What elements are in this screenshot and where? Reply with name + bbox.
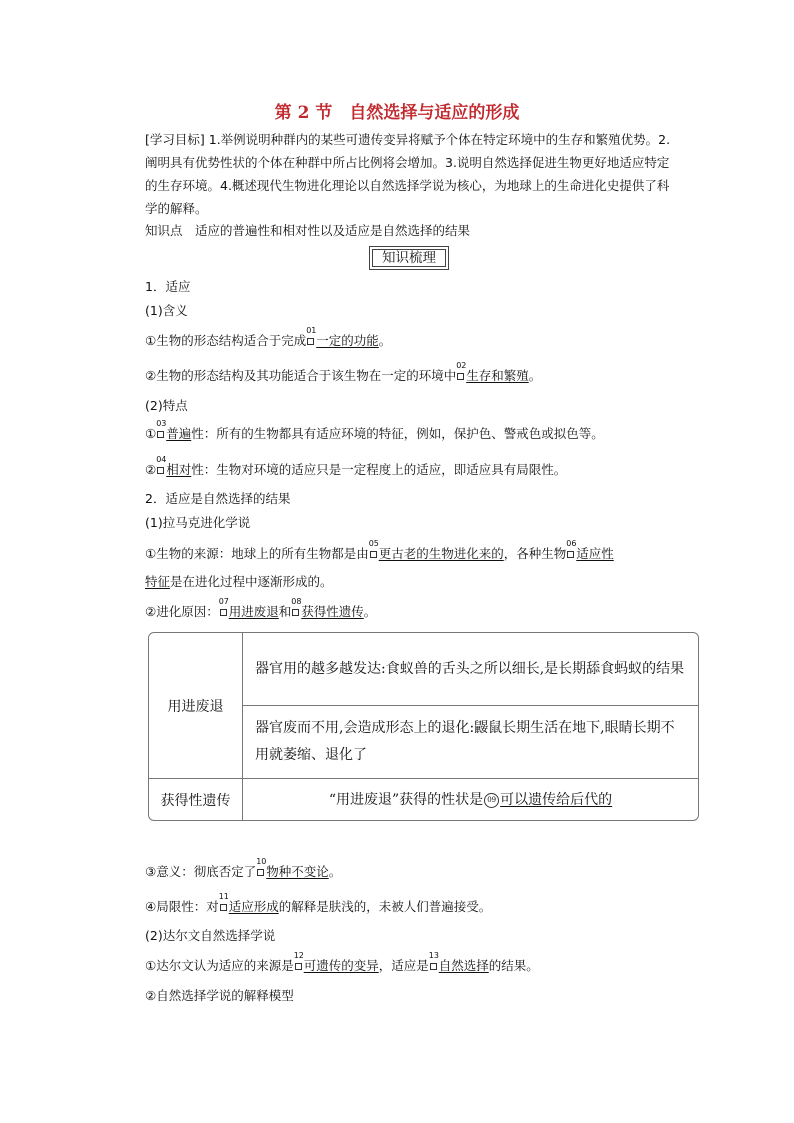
answer-text: 生存和繁殖: [466, 368, 529, 383]
answer-text: 可遗传的变异: [303, 958, 379, 973]
blank-box: [370, 551, 377, 558]
section-title: 第 2 节 自然选择与适应的形成: [274, 103, 520, 123]
subheading-darwin: (2)达尔文自然选择学说: [145, 928, 276, 943]
text-middle: ，各种生物: [503, 546, 567, 561]
blank-number-marker: [291, 597, 302, 617]
blank-number-marker: [218, 597, 229, 617]
line-meaning-2: [145, 361, 542, 384]
answer-text: 相对: [166, 462, 192, 477]
section-box-label: [369, 246, 449, 270]
answer-text: 更古老的生物进化来的: [378, 546, 504, 561]
blank-number: 04: [156, 455, 167, 464]
text-suffix: 性：所有的生物都具有适应环境的特征，例如，保护色、警戒色或拟色等。: [191, 426, 604, 441]
table-cell-use: 器官用的越多越发达:食蚁兽的舌头之所以细长,是长期舔食蚂蚁的结果: [255, 660, 685, 677]
line-lamarck-origin: [145, 539, 614, 562]
line-lamarck-cause: [145, 597, 377, 620]
lamarck-table: [148, 632, 699, 821]
line-darwin-source: [145, 951, 539, 974]
blank-number: 12: [293, 951, 304, 960]
answer-text: 适应性: [576, 546, 614, 561]
text-suffix: 性：生物对环境的适应只是一定程度上的适应，即适应具有局限性。: [191, 462, 567, 477]
blank-number: 02: [456, 361, 467, 370]
answer-text: 获得性遗传: [301, 604, 364, 619]
text-prefix: ①生物的形态结构适合于完成: [145, 333, 307, 348]
line-feature-2: [145, 455, 567, 478]
blank-number-marker: [256, 857, 267, 877]
blank-number-marker: [566, 539, 577, 559]
blank-number: 05: [368, 539, 379, 548]
text-middle: 和: [278, 604, 292, 619]
text-suffix: 。: [328, 864, 342, 879]
subheading-lamarck: (1)拉马克进化学说: [145, 515, 251, 530]
blank-box: [157, 467, 164, 474]
line-lamarck-origin-cont: [145, 574, 333, 590]
text-prefix: “用进废退”获得的性状是: [328, 791, 484, 808]
blank-number: 07: [218, 597, 229, 606]
answer-text: 普遍: [166, 426, 192, 441]
text-suffix: 的结果。: [488, 958, 539, 973]
text-suffix: 。: [378, 333, 392, 348]
blank-number: 01: [306, 326, 317, 335]
text-prefix: ①: [145, 426, 157, 441]
section-box-text: 知识梳理: [382, 250, 436, 266]
text-prefix: ④局限性：对: [145, 899, 219, 914]
line-feature-1: [145, 419, 604, 442]
answer-text: 用进废退: [228, 604, 279, 619]
table-cell-inheritance: [243, 779, 698, 821]
text-middle: ，适应是: [378, 958, 429, 973]
answer-text-continued: 特征: [145, 574, 171, 589]
text-suffix: 是在进化过程中逐渐形成的。: [170, 574, 333, 589]
text-prefix: ②生物的形态结构及其功能适合于该生物在一定的环境中: [145, 368, 457, 383]
blank-number-marker: [218, 892, 229, 912]
blank-box: [430, 963, 437, 970]
blank-number-circle: 09: [484, 793, 499, 808]
subheading-features: (2)特点: [145, 398, 188, 413]
blank-box: [220, 609, 227, 616]
blank-number-marker: [456, 361, 467, 381]
text-suffix: 。: [528, 368, 542, 383]
blank-number: 08: [291, 597, 302, 606]
line-meaning-1: [145, 326, 392, 349]
text-prefix: ③意义：彻底否定了: [145, 864, 257, 879]
line-limitation: [145, 892, 492, 915]
blank-number-marker: [428, 951, 439, 971]
subheading-meaning: (1)含义: [145, 303, 188, 318]
answer-text: 一定的功能: [316, 333, 379, 348]
blank-box: [220, 904, 227, 911]
blank-box: [157, 431, 164, 438]
answer-text: 适应形成: [228, 899, 279, 914]
heading-natural-selection: 2．适应是自然选择的结果: [145, 491, 291, 506]
objectives-label: [学习目标]: [145, 132, 205, 147]
text-suffix: 。: [363, 604, 377, 619]
blank-box: [567, 551, 574, 558]
line-significance: [145, 857, 342, 880]
blank-box: [295, 963, 302, 970]
table-cell-disuse: 器官废而不用,会造成形态上的退化:鼹鼠长期生活在地下,眼睛长期不用就萎缩、退化了: [255, 720, 675, 763]
table-row-label-inheritance: 获得性遗传: [149, 779, 243, 821]
blank-number: 10: [256, 857, 267, 866]
blank-number: 11: [218, 892, 229, 901]
blank-box: [457, 373, 464, 380]
line-darwin-model: ②自然选择学说的解释模型: [145, 988, 294, 1003]
blank-number: 03: [156, 419, 167, 428]
objectives-text: 1.举例说明种群内的某些可遗传变异将赋予个体在特定环境中的生存和繁殖优势。2.阐明具有优势性状的个体在种群中所占比例将会增加。3.说明自然选择促进生物更好地适应特定的生存环境。4.概述现代生物进化理论以自然选择学说为核心，为地球上的生命进化史提供了科学的解释。: [145, 132, 671, 216]
blank-box: [307, 338, 314, 345]
blank-number-marker: [368, 539, 379, 559]
blank-number: 13: [428, 951, 439, 960]
table-row-label-use-disuse: 用进废退: [149, 633, 243, 778]
answer-text: 可以遗传给后代的: [500, 791, 613, 808]
blank-number-marker: [306, 326, 317, 346]
blank-box: [257, 869, 264, 876]
blank-number: 06: [566, 539, 577, 548]
text-suffix: 的解释是肤浅的，未被人们普遍接受。: [278, 899, 492, 914]
blank-box: [292, 609, 299, 616]
heading-adaptation: 1．适应: [145, 279, 191, 294]
text-prefix: ①达尔文认为适应的来源是: [145, 958, 294, 973]
answer-text: 物种不变论: [266, 864, 329, 879]
blank-number-marker: [156, 419, 167, 439]
blank-number-marker: [156, 455, 167, 475]
text-prefix: ②: [145, 462, 157, 477]
text-prefix: ①生物的来源：地球上的所有生物都是由: [145, 546, 369, 561]
learning-objectives: [145, 128, 681, 220]
knowledge-point-heading: 知识点 适应的普遍性和相对性以及适应是自然选择的结果: [145, 223, 471, 238]
blank-number-marker: [293, 951, 304, 971]
answer-text: 自然选择: [438, 958, 489, 973]
text-prefix: ②进化原因：: [145, 604, 219, 619]
